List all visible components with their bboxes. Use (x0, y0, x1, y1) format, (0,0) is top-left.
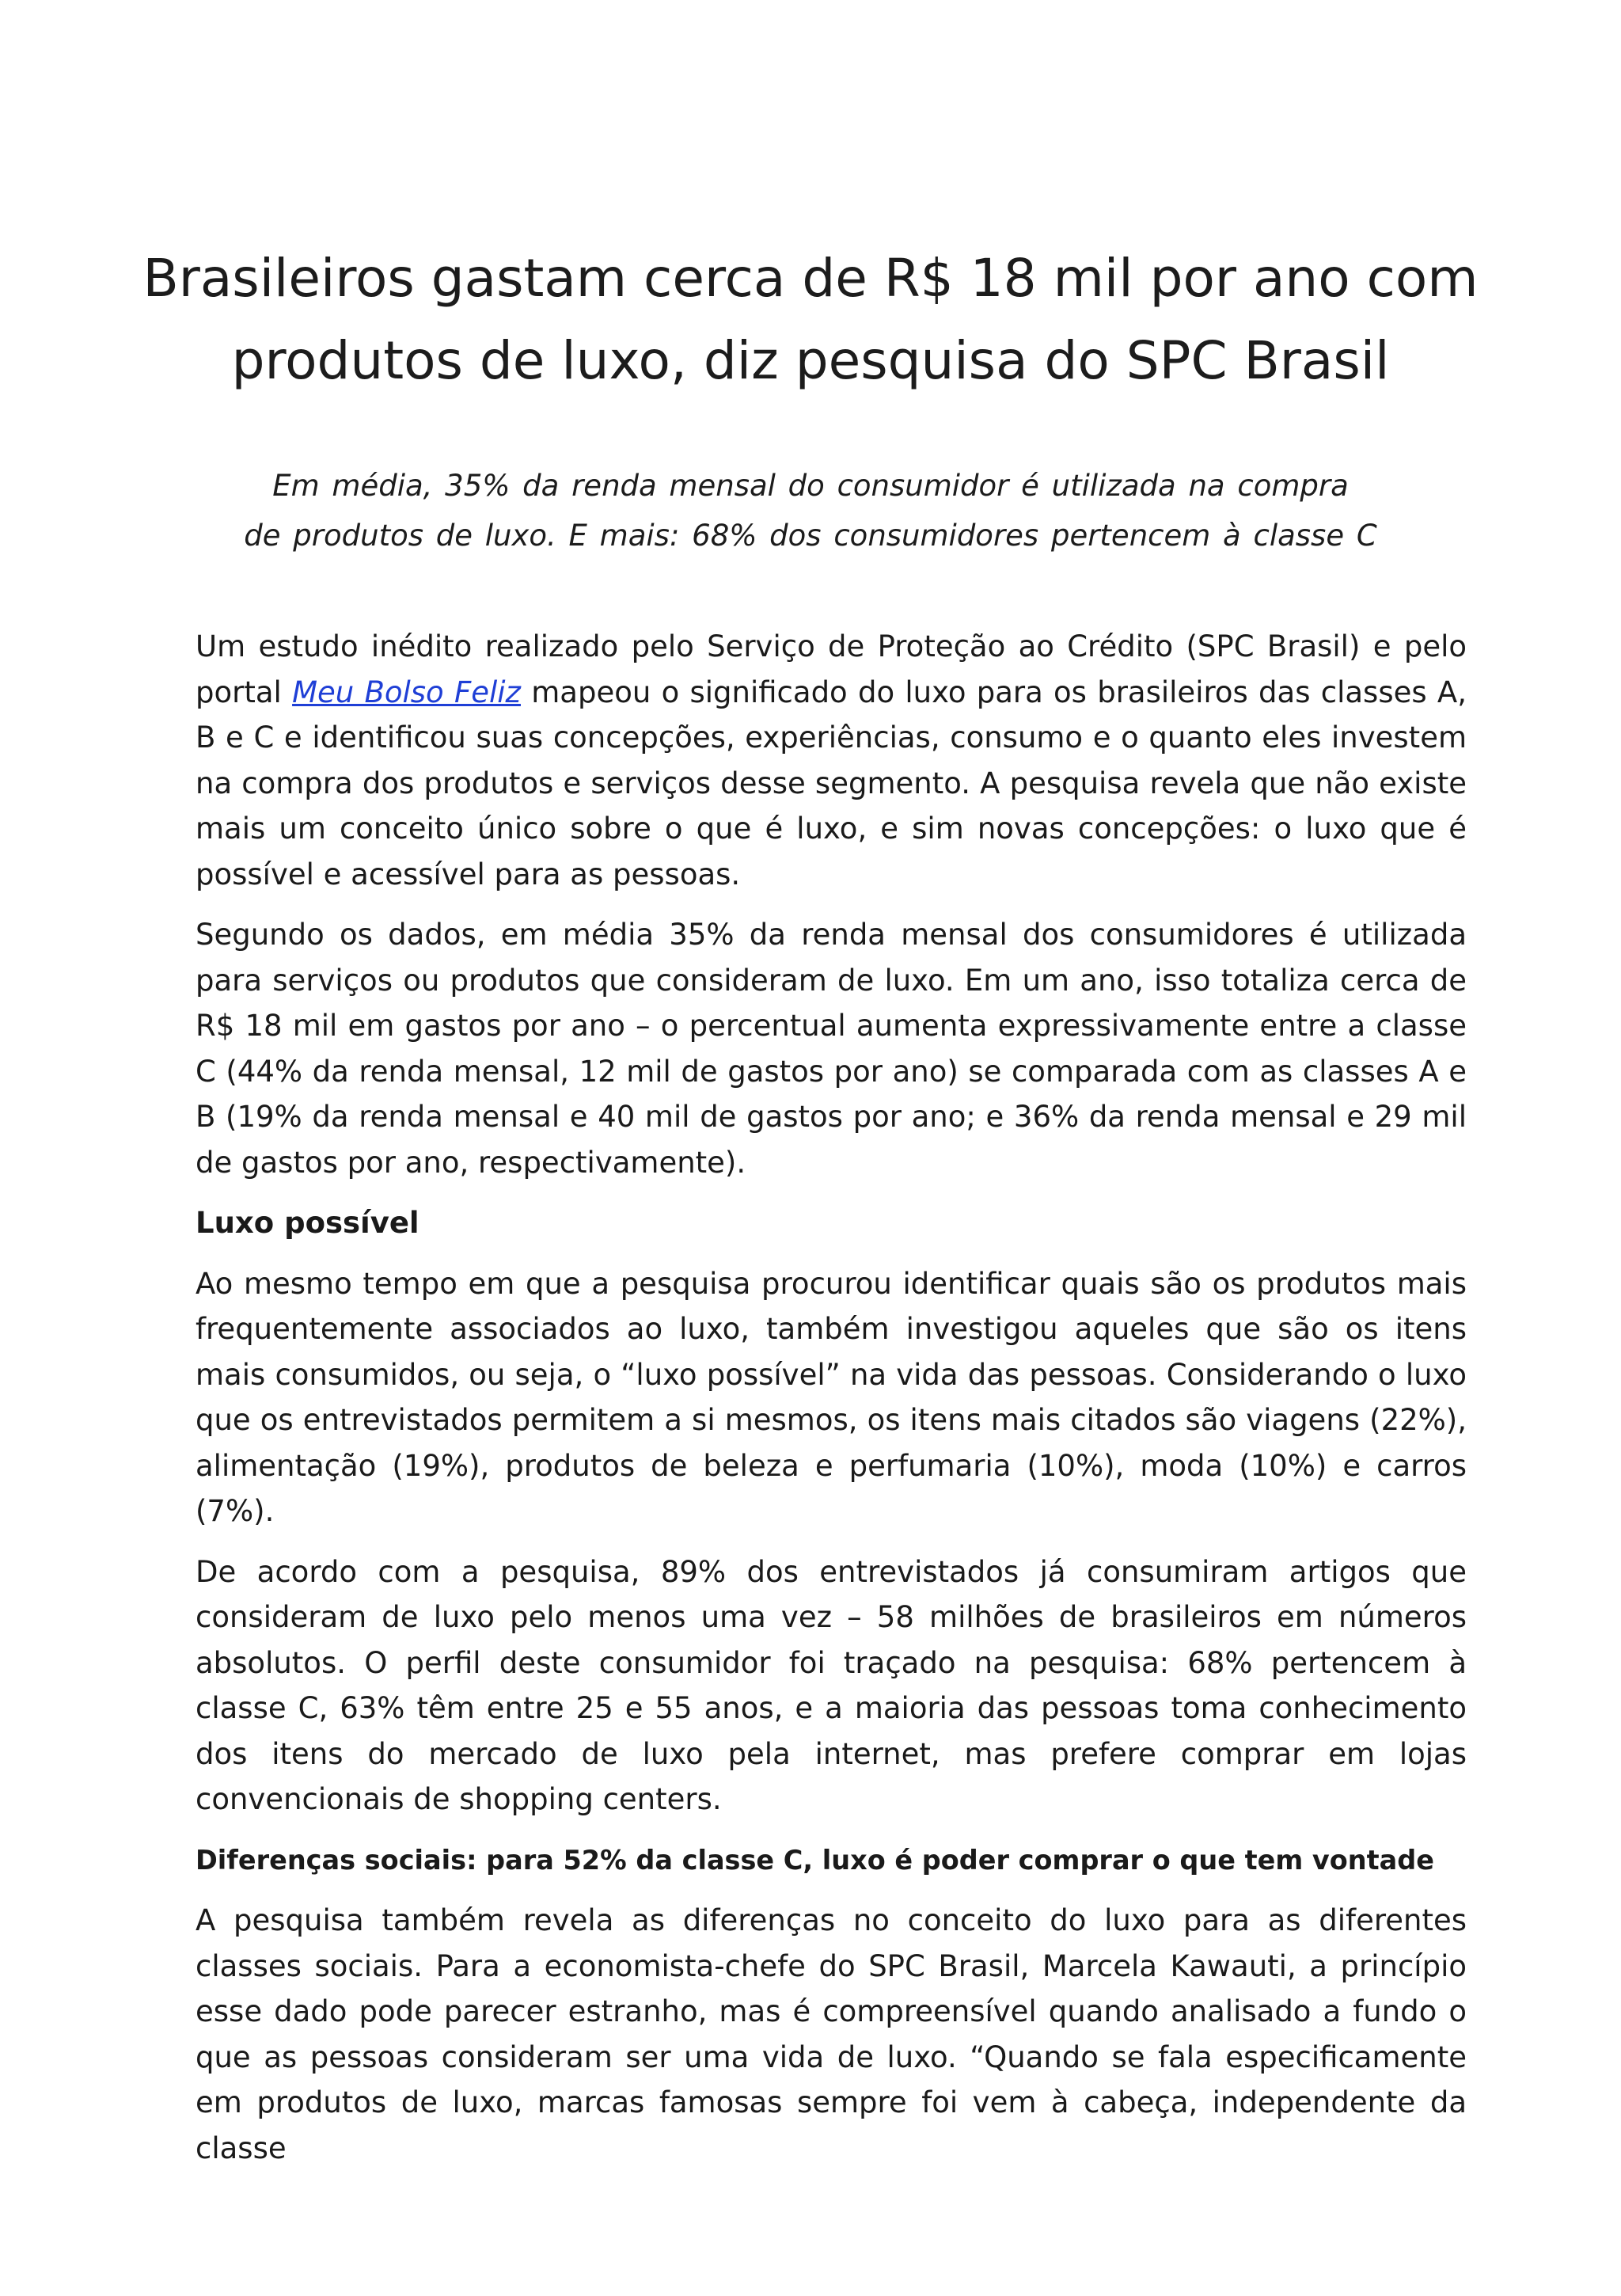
section-heading-luxo-possivel: Luxo possível (196, 1206, 419, 1240)
subheadline-line-2: de produtos de luxo. E mais: 68% dos consumidores pertencem à classe C (244, 519, 1377, 553)
paragraph-1-text-a: Um estudo inédito realizado pelo Serviço de Proteção ao Crédito (SPC Brasil) e pelo portal (196, 629, 1467, 709)
meu-bolso-feliz-link[interactable]: Meu Bolso Feliz (292, 675, 521, 709)
paragraph-5: A pesquisa também revela as diferenças no conceito do luxo para as diferentes classes sociais. Para a economista-chefe do SPC Brasil, Marcela Kawauti, a princípio esse dado pode parecer estranho, mas é compreensível quando analisado a fundo o que as pessoas consideram ser uma vida de luxo. “Quando se fala especificamente em produtos de luxo, marcas famosas sempre foi vem à cabeça, independente da classe (196, 1903, 1467, 2165)
paragraph-3: Ao mesmo tempo em que a pesquisa procurou identificar quais são os produtos mais frequentemente associados ao luxo, também investigou aqueles que são os itens mais consumidos, ou seja, o “luxo possível” na vida das pessoas. Considerando o luxo que os entrevistados permitem a si mesmos, os itens mais citados são viagens (22%), alimentação (19%), produtos de beleza e perfumaria (10%), moda (10%) e carros (7%). (196, 1266, 1467, 1528)
paragraph-4: De acordo com a pesquisa, 89% dos entrevistados já consumiram artigos que consideram de luxo pelo menos uma vez – 58 milhões de brasileiros em números absolutos. O perfil deste consumidor foi traçado na pesquisa: 68% pertencem à classe C, 63% têm entre 25 e 55 anos, e a maioria das pessoas toma conhecimento dos itens do mercado de luxo pela internet, mas prefere comprar em lojas convencionais de shopping centers. (196, 1554, 1467, 1816)
subheadline-line-1: Em média, 35% da renda mensal do consumidor é utilizada na compra (272, 469, 1349, 503)
headline-line-1: Brasileiros gastam cerca de R$ 18 mil por ano com (142, 248, 1479, 309)
paragraph-1-text-b: mapeou o significado do luxo para os brasileiros das classes A, B e C e identificou suas concepções, experiências, consumo e o quanto eles investem na compra dos produtos e serviços desse segmento. A pesquisa revela que não existe mais um conceito único sobre o que é luxo, e sim novas concepções: o luxo que é possível e acessível para as pessoas. (196, 675, 1467, 891)
subheadline (237, 461, 1384, 561)
paragraph-2: Segundo os dados, em média 35% da renda mensal dos consumidores é utilizada para serviços ou produtos que consideram de luxo. Em um ano, isso totaliza cerca de R$ 18 mil em gastos por ano – o percentual aumenta expressivamente entre a classe C (44% da renda mensal, 12 mil de gastos por ano) se comparada com as classes A e B (19% da renda mensal e 40 mil de gastos por ano; e 36% da renda mensal e 29 mil de gastos por ano, respectivamente). (196, 918, 1467, 1180)
headline-line-2: produtos de luxo, diz pesquisa do SPC Brasil (231, 330, 1390, 391)
headline (142, 238, 1479, 402)
article-body (196, 624, 1467, 2186)
section-heading-diferencas-sociais: Diferenças sociais: para 52% da classe C, luxo é poder comprar o que tem vontade (196, 1844, 1434, 1876)
paragraph-1 (196, 624, 1467, 897)
